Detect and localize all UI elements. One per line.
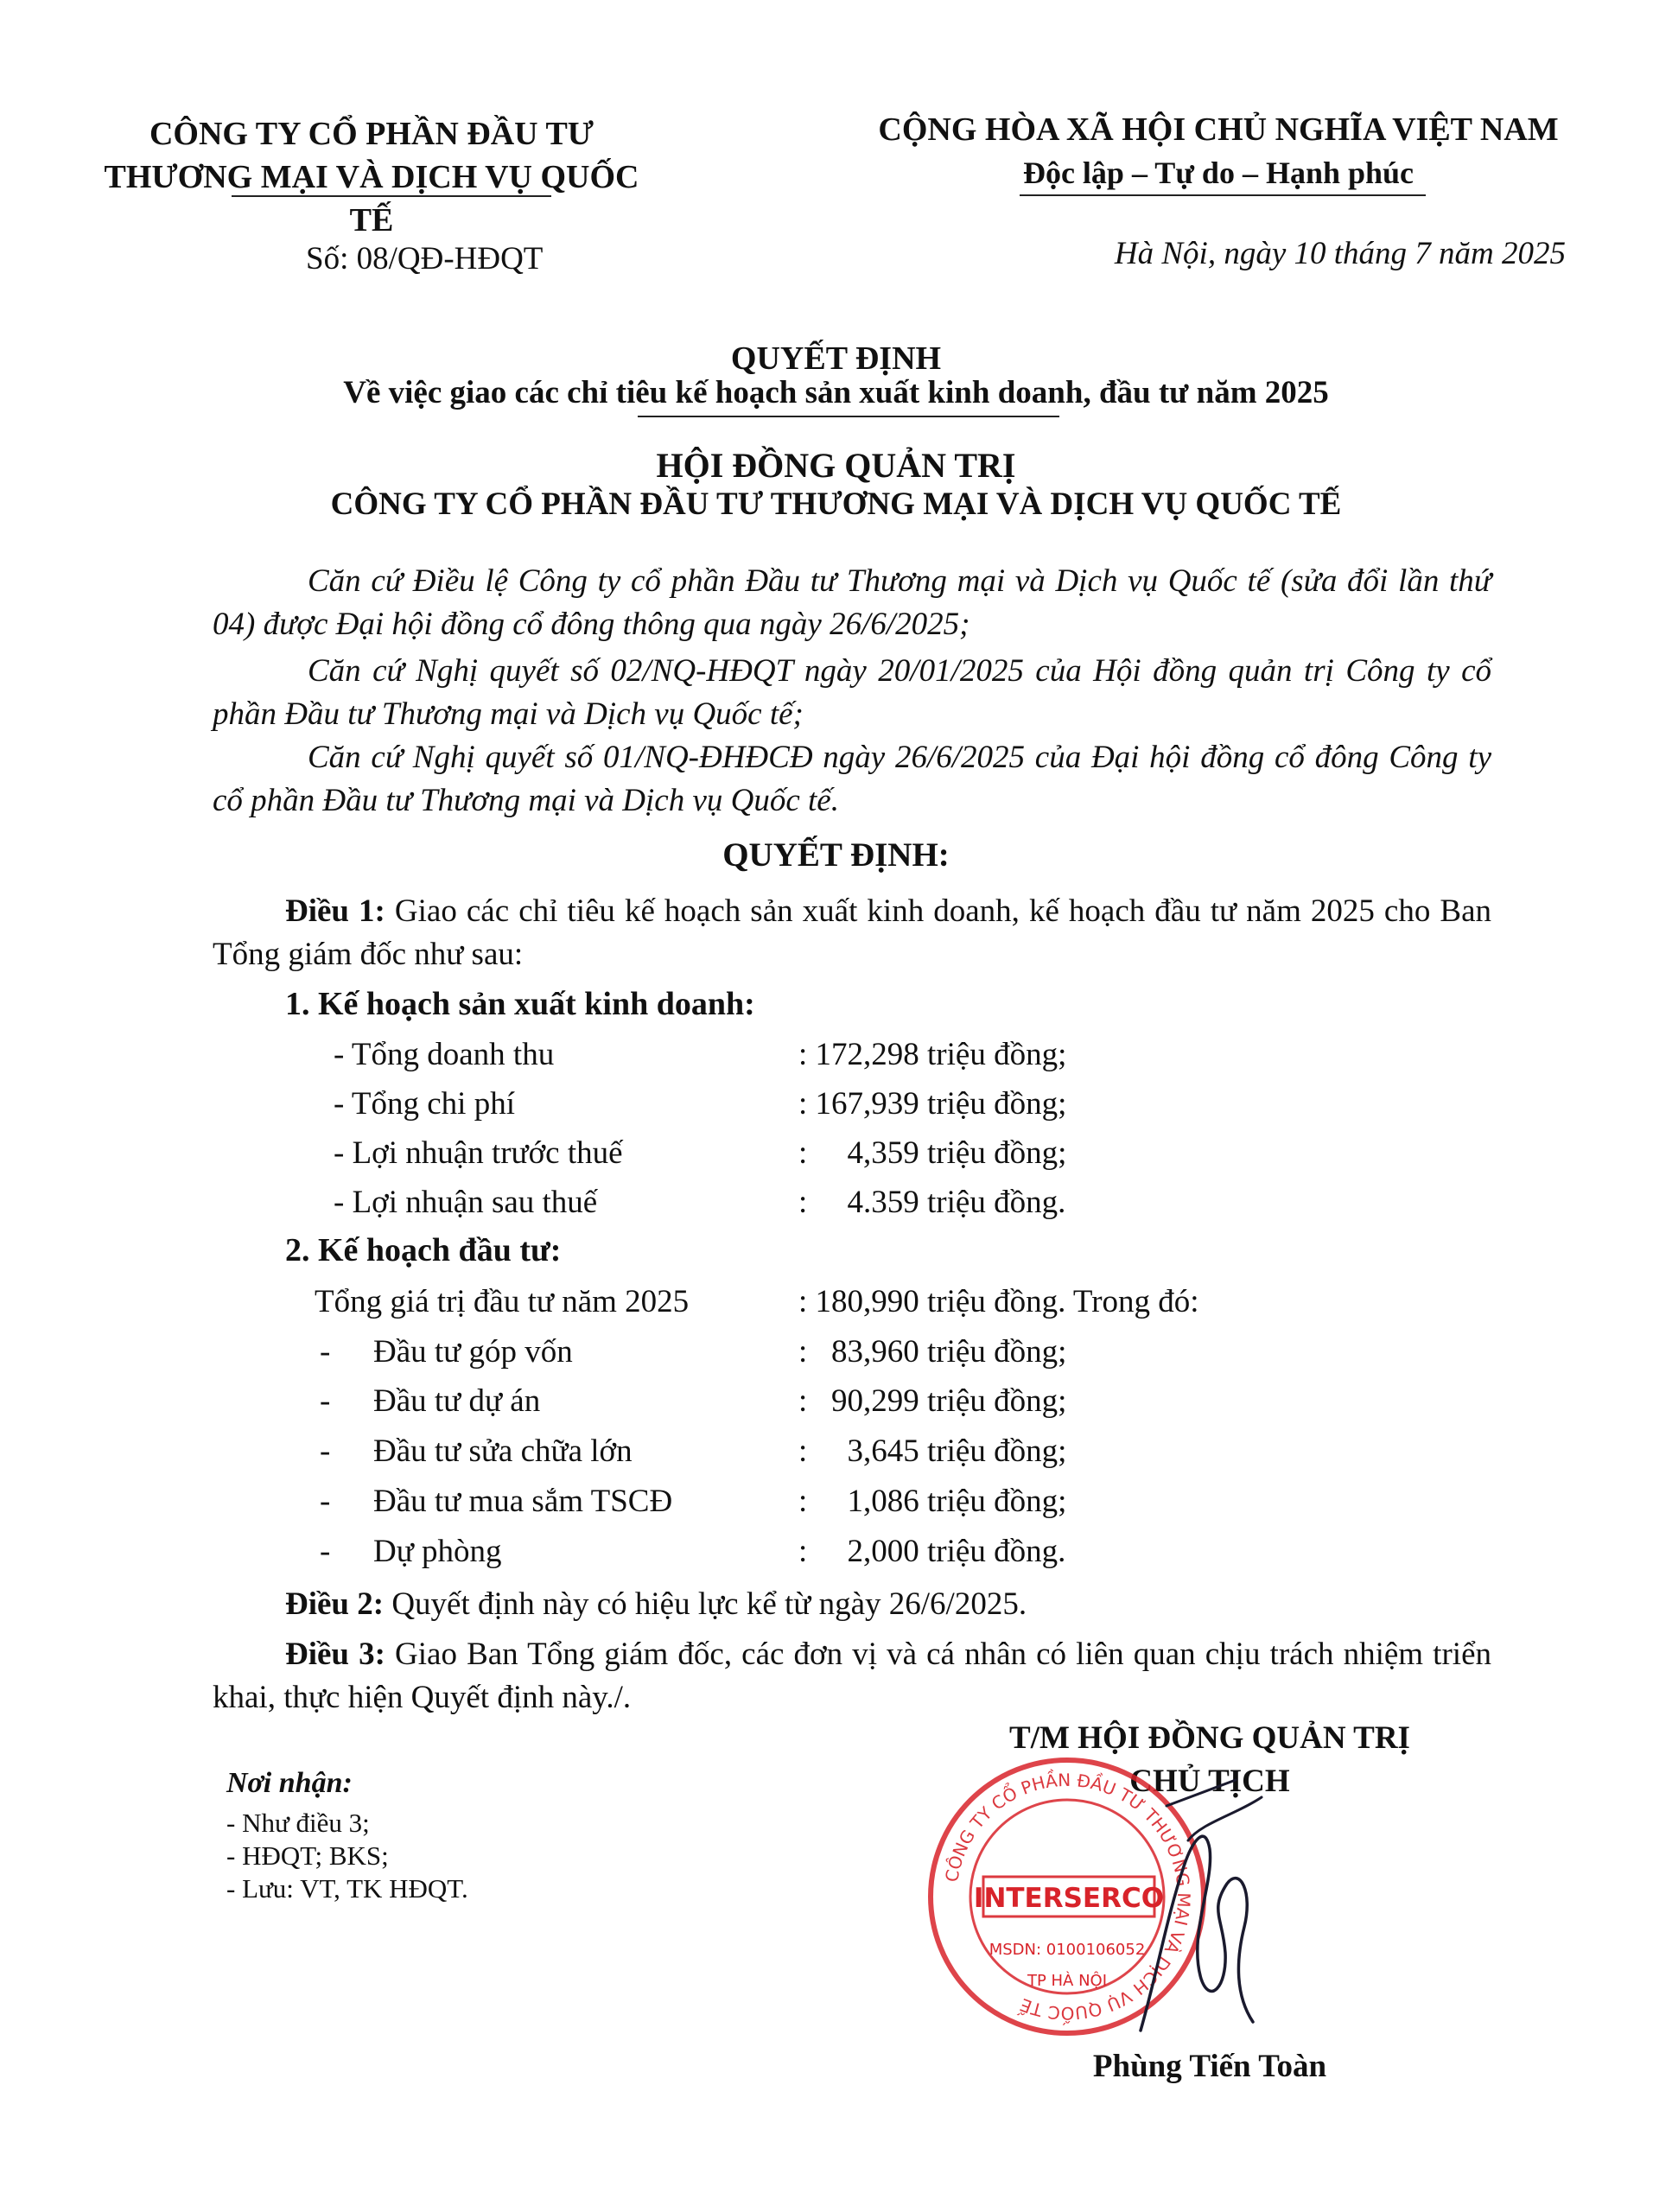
issuer-heading: HỘI ĐỒNG QUẢN TRỊ: [656, 446, 1016, 485]
item-value: : 3,645 triệu đồng;: [798, 1433, 1067, 1469]
item-label: Dự phòng: [373, 1534, 502, 1569]
item-value: : 4,359 triệu đồng;: [798, 1135, 1067, 1171]
list-item: [320, 1331, 1270, 1374]
article-2-text: Quyết định này có hiệu lực kể từ ngày 26/6/2025.: [384, 1586, 1027, 1622]
national-motto: Độc lập – Tự do – Hạnh phúc: [1022, 156, 1415, 190]
company-name-line2: THƯƠNG MẠI VÀ DỊCH VỤ QUỐC TẾ: [104, 159, 639, 238]
recipients-title: Nơi nhận:: [226, 1767, 353, 1799]
article-3: [213, 1633, 1491, 1719]
article-3-label: Điều 3:: [285, 1637, 385, 1672]
item-dash: -: [320, 1383, 331, 1419]
legal-basis-3: Căn cứ Nghị quyết số 01/NQ-ĐHĐCĐ ngày 26/6/2025 của Đại hội đồng cổ đông Công ty cổ phần Đầu tư Thương mại và Dịch vụ Quốc tế.: [213, 740, 1491, 818]
list-item: [320, 1430, 1270, 1473]
national-heading-block: [847, 108, 1590, 194]
investment-total-label: Tổng giá trị đầu tư năm 2025: [315, 1284, 690, 1319]
item-label: - Lợi nhuận sau thuế: [334, 1185, 598, 1220]
company-name-line1: CÔNG TY CỔ PHẦN ĐẦU TƯ: [149, 116, 594, 152]
seal-city: TP HÀ NỘI: [1027, 1972, 1108, 1990]
seal-ring-text: CÔNG TY CỔ PHẦN ĐẦU TƯ THƯƠNG MẠI VÀ DỊCH VỤ QUỐC TẾ: [941, 1769, 1195, 2024]
item-value: : 2,000 triệu đồng.: [798, 1534, 1066, 1569]
list-item: [320, 1530, 1270, 1573]
list-item: [334, 1132, 1198, 1175]
article-3-text: Giao Ban Tổng giám đốc, các đơn vị và cá nhân có liên quan chịu trách nhiệm triển khai, thực hiện Quyết định này./.: [213, 1637, 1491, 1715]
recipient-item: - HĐQT; BKS;: [226, 1840, 389, 1871]
investment-total-value: : 180,990 triệu đồng. Trong đó:: [798, 1284, 1199, 1319]
issuer-company: CÔNG TY CỔ PHẦN ĐẦU TƯ THƯƠNG MẠI VÀ DỊCH VỤ QUỐC TẾ: [330, 486, 1342, 522]
decision-heading: QUYẾT ĐỊNH:: [722, 836, 950, 874]
signature-stroke-2: [1167, 1780, 1262, 1840]
document-subject: Về việc giao các chỉ tiêu kế hoạch sản xuất kinh doanh, đầu tư năm 2025: [343, 375, 1329, 410]
article-1: [213, 890, 1491, 976]
item-dash: -: [320, 1433, 331, 1469]
seal-center-text: INTERSERCO: [973, 1883, 1165, 1914]
subject-underline: [638, 416, 1059, 417]
place-and-date: Hà Nội, ngày 10 tháng 7 năm 2025: [1114, 236, 1566, 271]
item-value: : 167,939 triệu đồng;: [798, 1086, 1067, 1122]
item-dash: -: [320, 1534, 331, 1569]
item-value: : 172,298 triệu đồng;: [798, 1037, 1067, 1072]
article-2-label: Điều 2:: [285, 1586, 385, 1622]
list-item: [334, 1033, 1198, 1077]
item-label: Đầu tư sửa chữa lớn: [373, 1433, 633, 1469]
business-plan-heading: 1. Kế hoạch sản xuất kinh doanh:: [285, 986, 755, 1022]
handwritten-signature: [1106, 1771, 1279, 2056]
article-1-text: Giao các chỉ tiêu kế hoạch sản xuất kinh doanh, kế hoạch đầu tư năm 2025 cho Ban Tổng giám đốc như sau:: [213, 893, 1491, 972]
seal-msdn: MSDN: 0100106052: [989, 1941, 1146, 1959]
item-dash: -: [320, 1484, 331, 1519]
list-item: [320, 1380, 1270, 1423]
signature-on-behalf: T/M HỘI ĐỒNG QUẢN TRỊ: [1009, 1720, 1410, 1756]
list-item: [334, 1181, 1198, 1224]
signature-position: CHỦ TỊCH: [1129, 1764, 1290, 1799]
legal-basis-2: Căn cứ Nghị quyết số 02/NQ-HĐQT ngày 20/01/2025 của Hội đồng quản trị Công ty cổ phần Đầu tư Thương mại và Dịch vụ Quốc tế;: [213, 653, 1491, 732]
item-label: - Tổng doanh thu: [334, 1037, 555, 1072]
recipient-item: - Như điều 3;: [226, 1808, 370, 1838]
article-1-label: Điều 1:: [285, 893, 385, 929]
article-2: [285, 1586, 1027, 1623]
item-value: : 83,960 triệu đồng;: [798, 1334, 1067, 1370]
signer-name: Phùng Tiến Toàn: [1092, 2049, 1327, 2084]
item-dash: -: [320, 1334, 331, 1370]
investment-total-row: [315, 1281, 1308, 1324]
item-label: Đầu tư mua sắm TSCĐ: [373, 1484, 673, 1519]
recipient-item: - Lưu: VT, TK HĐQT.: [226, 1873, 468, 1904]
investment-plan-heading: 2. Kế hoạch đầu tư:: [285, 1232, 562, 1268]
list-item: [320, 1480, 1270, 1523]
national-name: CỘNG HÒA XÃ HỘI CHỦ NGHĨA VIỆT NAM: [878, 111, 1559, 148]
item-label: Đầu tư góp vốn: [373, 1334, 573, 1370]
item-value: : 90,299 triệu đồng;: [798, 1383, 1067, 1419]
item-label: - Lợi nhuận trước thuế: [334, 1135, 623, 1171]
signature-stroke-1: [1141, 1836, 1253, 2031]
document-number: Số: 08/QĐ-HĐQT: [306, 241, 544, 276]
list-item: [334, 1083, 1198, 1126]
company-name-block: [104, 112, 639, 242]
document-title: QUYẾT ĐỊNH: [730, 340, 942, 377]
company-underline: [232, 195, 551, 197]
item-value: : 1,086 triệu đồng;: [798, 1484, 1067, 1519]
item-label: - Tổng chi phí: [334, 1086, 515, 1122]
motto-underline: [1020, 194, 1426, 196]
legal-basis-1: Căn cứ Điều lệ Công ty cổ phần Đầu tư Thương mại và Dịch vụ Quốc tế (sửa đổi lần thứ 04) được Đại hội đồng cổ đông thông qua ngày 26/6/2025;: [213, 563, 1491, 642]
item-label: Đầu tư dự án: [373, 1383, 541, 1419]
item-value: : 4.359 triệu đồng.: [798, 1185, 1066, 1220]
